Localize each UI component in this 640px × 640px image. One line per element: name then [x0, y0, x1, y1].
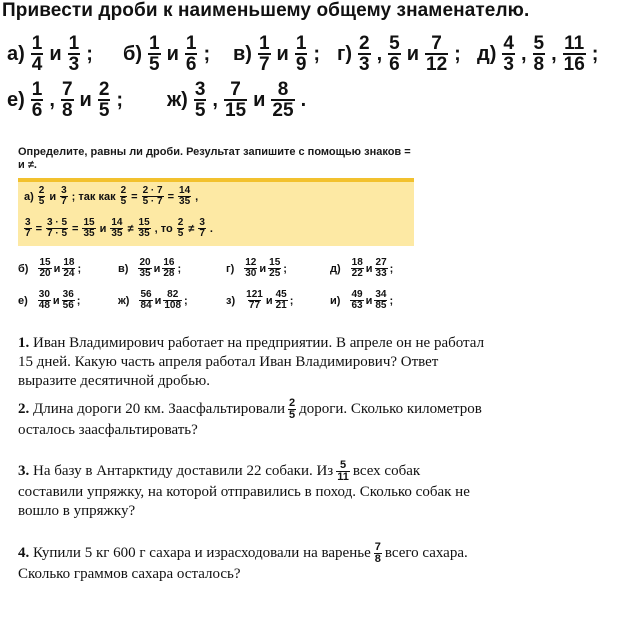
text-token: и	[49, 190, 57, 203]
fraction: $\frac{1}{5}$	[149, 33, 160, 75]
fraction: $\frac{16}{28}$	[163, 257, 175, 279]
fraction: $\frac{1}{6}$	[31, 79, 43, 121]
fraction: $\frac{4}{3}$	[503, 33, 514, 75]
fraction: $\frac{56}{84}$	[140, 289, 152, 311]
fraction: $\frac{14}{35}$	[111, 217, 123, 239]
and-word: и	[365, 294, 373, 307]
item-label: а)	[7, 42, 25, 65]
text-token: ;	[203, 42, 211, 65]
item-label: е)	[7, 88, 25, 111]
fraction: $\frac{3 \cdot 5}{7 \cdot 5}$	[47, 217, 68, 239]
text-token: ,	[49, 88, 55, 111]
text-token: ; так как	[71, 190, 116, 203]
fraction: $\frac{1}{3}$	[68, 33, 80, 75]
fraction: $\frac{121}{77}$	[246, 289, 263, 311]
text-token: =	[35, 222, 42, 235]
problem-text-after: дороги. Сколько километров осталось заасфальтировать?	[18, 400, 482, 438]
text-token: ;	[116, 88, 124, 111]
problem-text-before: На базу в Антарктиду доставили 22 собаки. Из	[33, 462, 334, 479]
fraction: $\frac{15}{25}$	[269, 257, 281, 279]
text-token: ;	[591, 42, 599, 65]
exercise-item	[4, 34, 96, 74]
exercise-item	[120, 34, 213, 74]
text-token: ,	[212, 88, 218, 111]
and-word: и	[153, 262, 161, 275]
problem-3	[18, 460, 488, 521]
text-token: ,	[551, 42, 557, 65]
item-label: б)	[18, 262, 29, 275]
equality-item	[118, 290, 188, 311]
text-token: ,	[195, 190, 199, 203]
fraction: $\frac{30}{48}$	[38, 289, 50, 311]
fraction: $\frac{8}{25}$	[272, 79, 294, 121]
fraction: $\frac{20}{35}$	[139, 257, 151, 279]
text-token: ;	[454, 42, 461, 65]
text-token: ≠	[188, 222, 195, 235]
semicolon: ;	[177, 262, 182, 275]
fraction: $\frac{5}{6}$	[389, 33, 400, 75]
item-label: б)	[123, 42, 143, 65]
item-label: д)	[330, 262, 341, 275]
fraction: $\frac{36}{56}$	[62, 289, 74, 311]
text-token: ;	[86, 42, 93, 65]
item-label: д)	[477, 42, 497, 65]
and-word: и	[52, 294, 60, 307]
equality-instruction: Определите, равны ли дроби. Результат запишите с помощью знаков = и ≠.	[18, 146, 411, 171]
fraction: $\frac{49}{63}$	[351, 289, 363, 311]
equality-grid-row-2	[18, 290, 414, 320]
equality-item	[18, 258, 81, 279]
item-label: и)	[330, 294, 341, 307]
fraction: $\frac{34}{85}$	[375, 289, 387, 311]
worked-example-line-1	[22, 186, 200, 207]
fraction: $\frac{3}{7}$	[25, 217, 31, 239]
text-token: ;	[313, 42, 321, 65]
text-token: а)	[24, 190, 34, 203]
fraction: $\frac{2}{5}$	[288, 397, 296, 421]
equality-item	[226, 258, 287, 279]
fraction: $\frac{3}{5}$	[194, 79, 206, 121]
fraction: $\frac{3}{7}$	[199, 217, 205, 239]
worked-example-box	[18, 178, 414, 246]
fraction: $\frac{7}{8}$	[61, 79, 73, 121]
worked-example-line-2	[22, 218, 215, 239]
text-token: и	[253, 88, 266, 111]
item-label: г)	[226, 262, 235, 275]
equality-item	[330, 258, 393, 279]
fraction: $\frac{2}{5}$	[98, 79, 110, 121]
text-token: =	[131, 190, 138, 203]
fraction: $\frac{2}{5}$	[177, 217, 184, 239]
exercise-item	[474, 34, 601, 74]
problem-text-before: Длина дороги 20 км. Заасфальтировали	[33, 400, 285, 417]
problem-text-after: всех собак составили упряжку, на которой отправились в поход. Сколько собак не вошло в упряжку?	[18, 462, 470, 519]
text-token: и	[406, 42, 420, 65]
problem-1	[18, 334, 488, 391]
semicolon: ;	[389, 262, 394, 275]
text-token: ,	[520, 42, 527, 65]
text-token: ≠	[127, 222, 134, 235]
semicolon: ;	[283, 262, 287, 275]
fraction: $\frac{14}{35}$	[179, 185, 191, 207]
item-label: ж)	[118, 294, 130, 307]
exercise-item	[164, 80, 309, 120]
item-label: з)	[226, 294, 236, 307]
and-word: и	[53, 262, 61, 275]
fraction: $\frac{2}{5}$	[120, 185, 127, 207]
text-token: =	[72, 222, 79, 235]
item-label: е)	[18, 294, 28, 307]
problem-number: 4.	[18, 544, 30, 561]
item-label: ж)	[167, 88, 188, 111]
fraction: $\frac{7}{12}$	[426, 33, 448, 75]
fraction: $\frac{12}{30}$	[245, 257, 257, 279]
problem-text: Иван Владимирович работает на предприятии. В апреле он не работал 15 дней. Какую часть апреля работал Иван Владимирович? Ответ выразите десятичной дробью.	[18, 335, 485, 389]
fraction: $\frac{5}{11}$	[337, 459, 349, 483]
problem-number: 3.	[18, 462, 30, 479]
text-token: и	[276, 42, 289, 65]
problem-4	[18, 542, 488, 584]
problem-number: 1.	[18, 335, 30, 351]
fraction: $\frac{27}{33}$	[375, 257, 387, 279]
fraction: $\frac{2}{5}$	[38, 185, 45, 207]
item-label: в)	[233, 42, 252, 65]
fraction: $\frac{5}{8}$	[533, 33, 545, 75]
problem-text-before: Купили 5 кг 600 г сахара и израсходовали на варенье	[33, 544, 371, 561]
fraction-equality-block	[18, 146, 414, 311]
fraction: $\frac{1}{7}$	[258, 33, 270, 75]
fraction: $\frac{11}{16}$	[563, 33, 585, 75]
text-token: ,	[376, 42, 383, 65]
text-token: и	[166, 42, 179, 65]
problem-2	[18, 398, 488, 440]
fraction: $\frac{2}{3}$	[359, 33, 370, 75]
fraction: $\frac{15}{35}$	[138, 217, 150, 239]
fraction: $\frac{1}{4}$	[31, 33, 43, 75]
exercise-item	[4, 80, 126, 120]
and-word: и	[259, 262, 267, 275]
semicolon: ;	[77, 262, 82, 275]
equality-item	[226, 290, 293, 311]
fraction: $\frac{18}{24}$	[63, 257, 75, 279]
exercise-item	[334, 34, 464, 74]
text-token: и	[79, 88, 92, 111]
fraction: $\frac{82}{108}$	[164, 289, 182, 311]
text-token: =	[167, 190, 175, 203]
text-token: .	[300, 88, 307, 111]
and-word: и	[365, 262, 373, 275]
semicolon: ;	[184, 294, 188, 307]
equality-grid-row-1	[18, 258, 414, 288]
text-token: .	[209, 222, 213, 235]
problem-text-after: всего сахара. Сколько граммов сахара осталось?	[18, 544, 468, 582]
fraction: $\frac{45}{21}$	[275, 289, 287, 311]
and-word: и	[154, 294, 162, 307]
problem-number: 2.	[18, 400, 30, 417]
fraction: $\frac{1}{6}$	[185, 33, 197, 75]
item-label: г)	[337, 42, 352, 65]
item-label: в)	[118, 262, 129, 275]
fraction: $\frac{15}{20}$	[39, 257, 51, 279]
text-token: и	[49, 42, 62, 65]
semicolon: ;	[389, 294, 394, 307]
and-word: и	[265, 294, 273, 307]
fraction: $\frac{3}{7}$	[61, 185, 67, 207]
fraction: $\frac{7}{8}$	[374, 541, 381, 565]
fraction: $\frac{18}{22}$	[351, 257, 363, 279]
exercise-row-1	[4, 34, 634, 74]
equality-item	[18, 290, 80, 311]
exercise-title: Привести дроби к наименьшему общему знаменателю.	[2, 0, 530, 21]
equality-item	[118, 258, 181, 279]
equality-item	[330, 290, 393, 311]
exercise-item	[230, 34, 323, 74]
semicolon: ;	[76, 294, 81, 307]
fraction: $\frac{1}{9}$	[295, 33, 307, 75]
text-token: и	[99, 222, 107, 235]
text-token: , то	[154, 222, 173, 235]
semicolon: ;	[289, 294, 294, 307]
fraction: $\frac{2 \cdot 7}{5 \cdot 7}$	[142, 185, 163, 207]
fraction: $\frac{15}{35}$	[83, 217, 95, 239]
exercise-row-2	[4, 80, 634, 120]
fraction: $\frac{7}{15}$	[224, 79, 247, 121]
